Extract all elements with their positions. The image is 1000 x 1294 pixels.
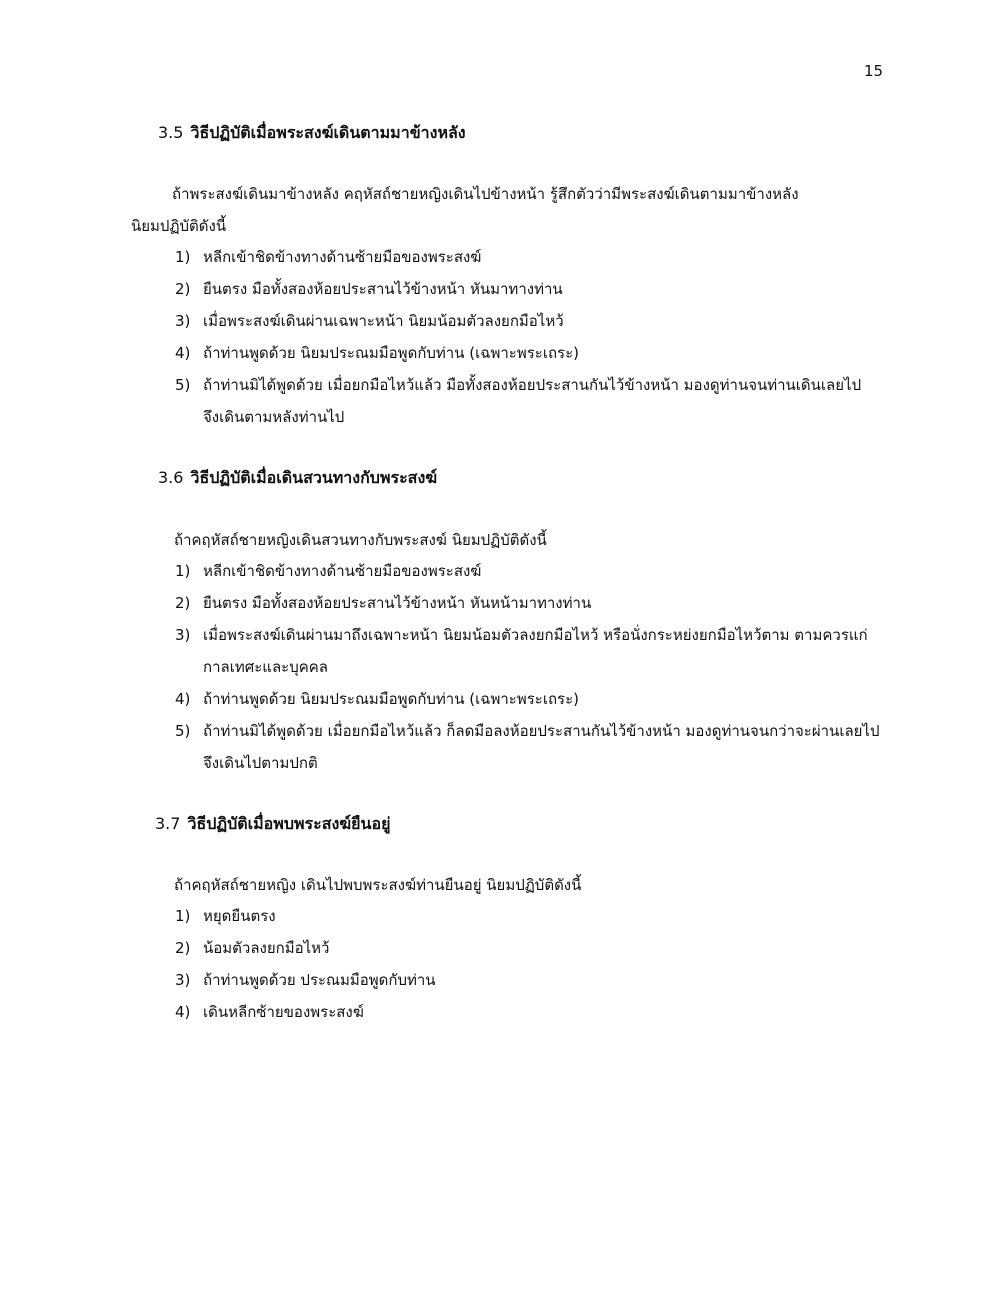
section-title: วิธีปฏิบัติเมื่อพระสงฆ์เดินตามมาข้างหลัง bbox=[190, 123, 466, 142]
list-marker: 4) bbox=[175, 1003, 191, 1021]
list-item-text: เมื่อพระสงฆ์เดินผ่านเฉพาะหน้า นิยมน้อมตัวลงยกมือไหว้ bbox=[203, 312, 564, 330]
section-heading-3-5 bbox=[158, 121, 466, 146]
list-marker: 5) bbox=[175, 376, 191, 394]
section-heading-3-6 bbox=[158, 466, 437, 491]
list-item-text: เดินหลีกซ้ายของพระสงฆ์ bbox=[203, 1003, 364, 1021]
list-item-text: ยืนตรง มือทั้งสองห้อยประสานไว้ข้างหน้า หันหน้ามาทางท่าน bbox=[203, 594, 592, 612]
list-marker: 1) bbox=[175, 907, 191, 925]
list-item-text: ถ้าท่านพูดด้วย นิยมประณมมือพูดกับท่าน (เฉพาะพระเถระ) bbox=[203, 344, 579, 362]
list-item bbox=[175, 305, 861, 337]
section-heading-3-7 bbox=[155, 812, 390, 837]
list-marker: 4) bbox=[175, 344, 191, 362]
section-list-3-5 bbox=[175, 241, 861, 433]
list-item-text: หลีกเข้าชิดข้างทางด้านซ้ายมือของพระสงฆ์ bbox=[203, 562, 482, 580]
list-item bbox=[175, 900, 436, 932]
list-item bbox=[175, 337, 861, 369]
list-item bbox=[175, 555, 880, 587]
list-marker: 5) bbox=[175, 722, 191, 740]
section-title: วิธีปฏิบัติเมื่อพบพระสงฆ์ยืนอยู่ bbox=[187, 814, 391, 833]
list-item bbox=[175, 369, 861, 433]
list-item-text: เมื่อพระสงฆ์เดินผ่านมาถึงเฉพาะหน้า นิยมน้อมตัวลงยกมือไหว้ หรือนั่งกระหย่งยกมือไหว้ตาม ตามควรแก่ bbox=[203, 626, 868, 644]
section-intro: ถ้าคฤหัสถ์ชายหญิงเดินสวนทางกับพระสงฆ์ นิยมปฏิบัติดังนี้ bbox=[174, 531, 547, 549]
list-marker: 4) bbox=[175, 690, 191, 708]
list-marker: 2) bbox=[175, 594, 191, 612]
list-item bbox=[175, 619, 880, 683]
section-intro: ถ้าพระสงฆ์เดินมาข้างหลัง คฤหัสถ์ชายหญิงเดินไปข้างหน้า รู้สึกตัวว่ามีพระสงฆ์เดินตามมาข้างหลัง bbox=[172, 185, 799, 203]
list-item-text: หลีกเข้าชิดข้างทางด้านซ้ายมือของพระสงฆ์ bbox=[203, 248, 482, 266]
list-item bbox=[175, 964, 436, 996]
list-marker: 1) bbox=[175, 248, 191, 266]
list-item-continued: กาลเทศะและบุคคล bbox=[203, 658, 328, 676]
list-item bbox=[175, 241, 861, 273]
page-number: 15 bbox=[864, 62, 884, 80]
section-number: 3.6 bbox=[158, 468, 184, 487]
list-item-continued: จึงเดินตามหลังท่านไป bbox=[203, 408, 345, 426]
section-list-3-7 bbox=[175, 900, 436, 1028]
list-item bbox=[175, 587, 880, 619]
list-marker: 3) bbox=[175, 971, 191, 989]
section-number: 3.7 bbox=[155, 814, 181, 833]
list-item-text: หยุดยืนตรง bbox=[203, 907, 276, 925]
section-title: วิธีปฏิบัติเมื่อเดินสวนทางกับพระสงฆ์ bbox=[190, 468, 438, 487]
list-item-text: น้อมตัวลงยกมือไหว้ bbox=[203, 939, 330, 957]
list-item-text: ถ้าท่านพูดด้วย ประณมมือพูดกับท่าน bbox=[203, 971, 436, 989]
list-item bbox=[175, 715, 880, 779]
list-marker: 1) bbox=[175, 562, 191, 580]
list-item-text: ถ้าท่านมิได้พูดด้วย เมื่อยกมือไหว้แล้ว มือทั้งสองห้อยประสานกันไว้ข้างหน้า มองดูท่านจนท่านเดินเลยไป bbox=[203, 376, 862, 394]
list-item-continued: จึงเดินไปตามปกติ bbox=[203, 754, 318, 772]
list-marker: 2) bbox=[175, 280, 191, 298]
list-item bbox=[175, 932, 436, 964]
list-item-text: ถ้าท่านพูดด้วย นิยมประณมมือพูดกับท่าน (เฉพาะพระเถระ) bbox=[203, 690, 579, 708]
list-marker: 3) bbox=[175, 626, 191, 644]
list-marker: 2) bbox=[175, 939, 191, 957]
section-number: 3.5 bbox=[158, 123, 184, 142]
list-item bbox=[175, 273, 861, 305]
list-item bbox=[175, 996, 436, 1028]
section-intro: ถ้าคฤหัสถ์ชายหญิง เดินไปพบพระสงฆ์ท่านยืนอยู่ นิยมปฏิบัติดังนี้ bbox=[174, 876, 582, 894]
list-item bbox=[175, 683, 880, 715]
list-marker: 3) bbox=[175, 312, 191, 330]
list-item-text: ยืนตรง มือทั้งสองห้อยประสานไว้ข้างหน้า หันมาทางท่าน bbox=[203, 280, 563, 298]
list-item-text: ถ้าท่านมิได้พูดด้วย เมื่อยกมือไหว้แล้ว ก็ลดมือลงห้อยประสานกันไว้ข้างหน้า มองดูท่านจนกว่าจะผ่านเลยไป bbox=[203, 722, 880, 740]
section-list-3-6 bbox=[175, 555, 880, 779]
section-intro-continued: นิยมปฏิบัติดังนี้ bbox=[131, 217, 227, 235]
